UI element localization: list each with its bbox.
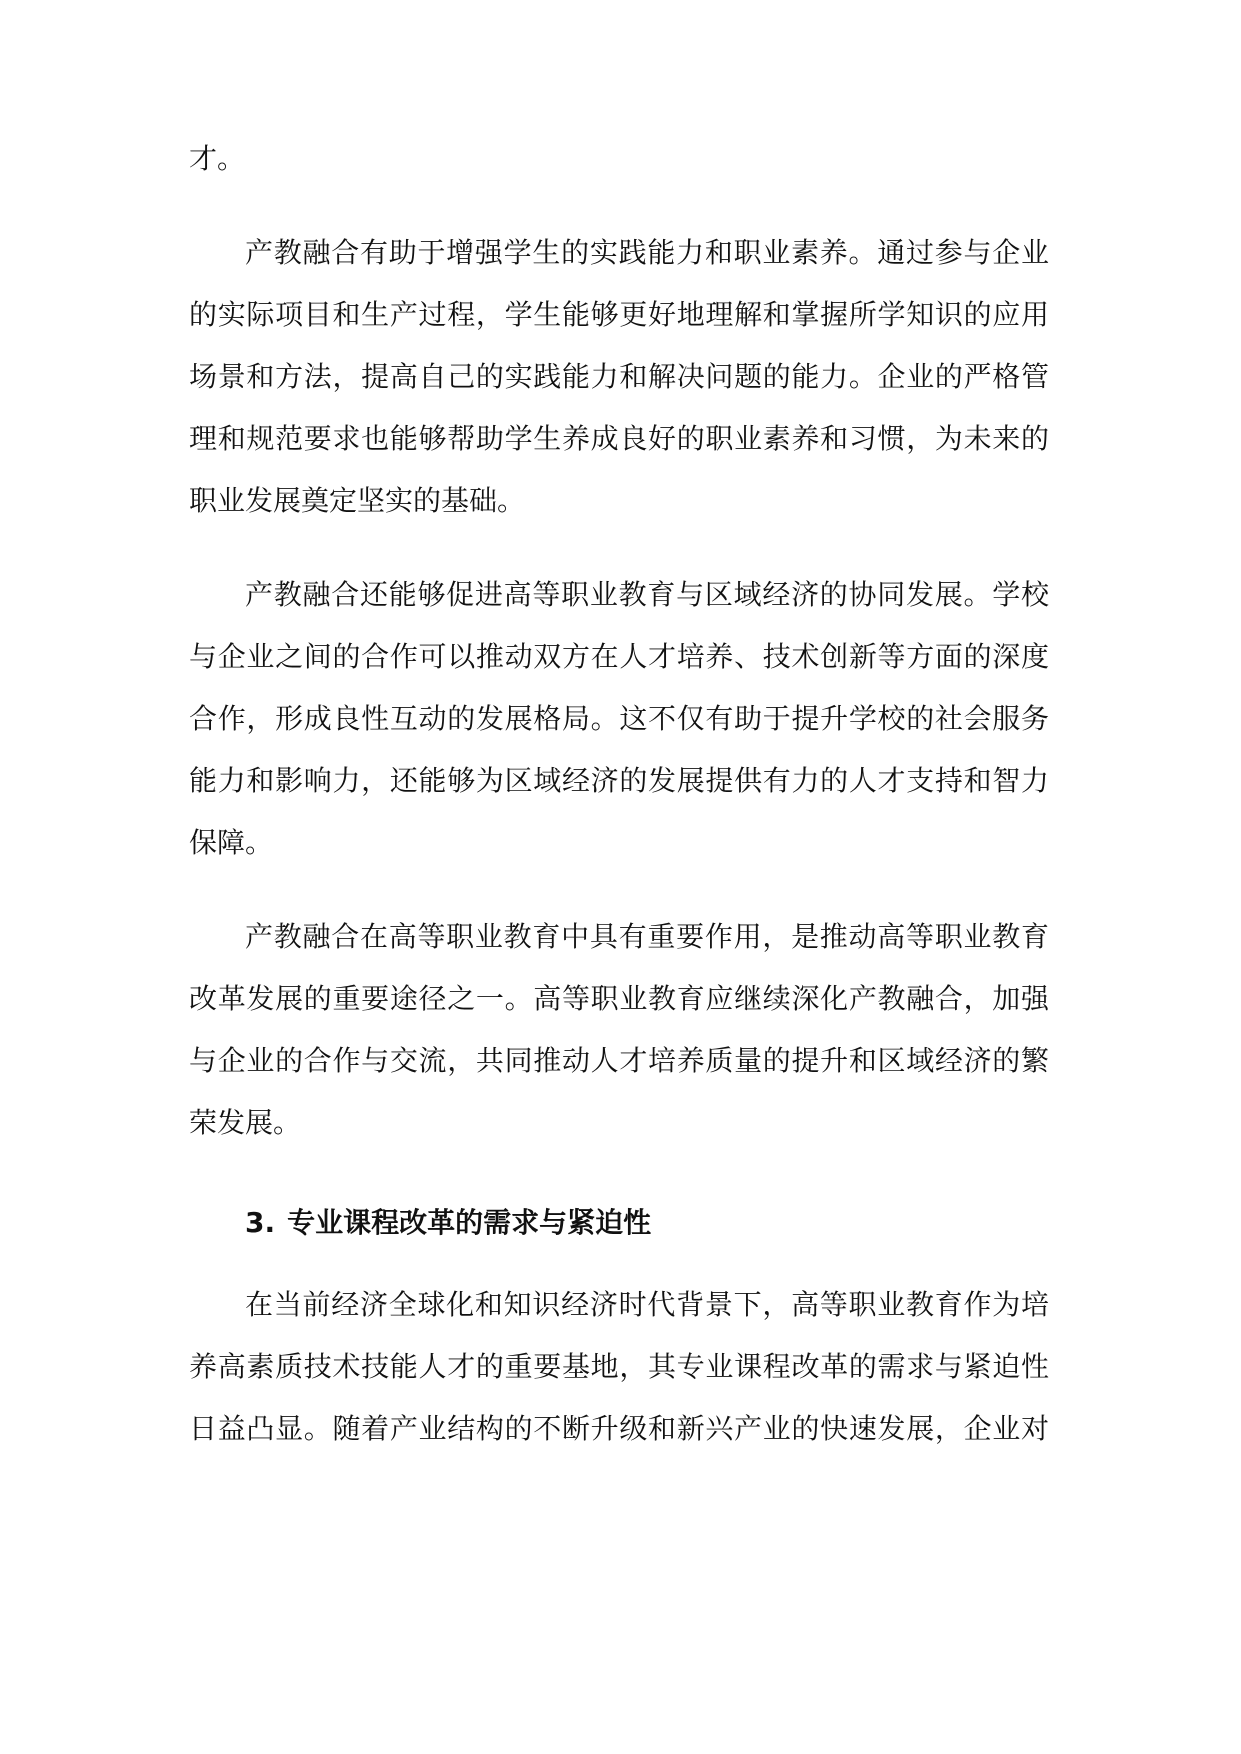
paragraph-curriculum-reform: [189, 1274, 1049, 1460]
document-page: [189, 128, 1049, 1492]
text-line: 保障。: [189, 826, 274, 859]
text-line: 改革发展的重要途径之一。高等职业教育应继续深化产教融合，加强: [189, 982, 1049, 1015]
text-line: 产教融合还能够促进高等职业教育与区域经济的协同发展。学校: [245, 578, 1049, 611]
text-line: 才。: [189, 142, 246, 175]
text-line: 在当前经济全球化和知识经济时代背景下，高等职业教育作为培: [245, 1288, 1049, 1321]
paragraph-practice-ability: [189, 222, 1049, 532]
text-line: 职业发展奠定坚实的基础。: [189, 484, 526, 517]
text-line: 与企业的合作与交流，共同推动人才培养质量的提升和区域经济的繁: [189, 1044, 1049, 1077]
text-line: 能力和影响力，还能够为区域经济的发展提供有力的人才支持和智力: [189, 764, 1049, 797]
text-line: 荣发展。: [189, 1106, 302, 1139]
text-line: 与企业之间的合作可以推动双方在人才培养、技术创新等方面的深度: [189, 640, 1049, 673]
text-line: 场景和方法，提高自己的实践能力和解决问题的能力。企业的严格管: [189, 360, 1049, 393]
text-line: 的实际项目和生产过程，学生能够更好地理解和掌握所学知识的应用: [189, 298, 1049, 331]
paragraph-conclusion: [189, 906, 1049, 1154]
section-number: 3.: [245, 1206, 276, 1239]
paragraph-regional-economy: [189, 564, 1049, 874]
paragraph-continuation: [189, 128, 1049, 190]
text-line: 合作，形成良性互动的发展格局。这不仅有助于提升学校的社会服务: [189, 702, 1049, 735]
text-line: 养高素质技术技能人才的重要基地，其专业课程改革的需求与紧迫性: [189, 1350, 1049, 1383]
text-line: 产教融合有助于增强学生的实践能力和职业素养。通过参与企业: [245, 236, 1049, 269]
section-title: 专业课程改革的需求与紧迫性: [287, 1206, 652, 1239]
text-line: 日益凸显。随着产业结构的不断升级和新兴产业的快速发展，企业对: [189, 1412, 1049, 1445]
text-line: 产教融合在高等职业教育中具有重要作用，是推动高等职业教育: [245, 920, 1049, 953]
text-line: 理和规范要求也能够帮助学生养成良好的职业素养和习惯，为未来的: [189, 422, 1049, 455]
section-heading: [189, 1192, 1049, 1254]
